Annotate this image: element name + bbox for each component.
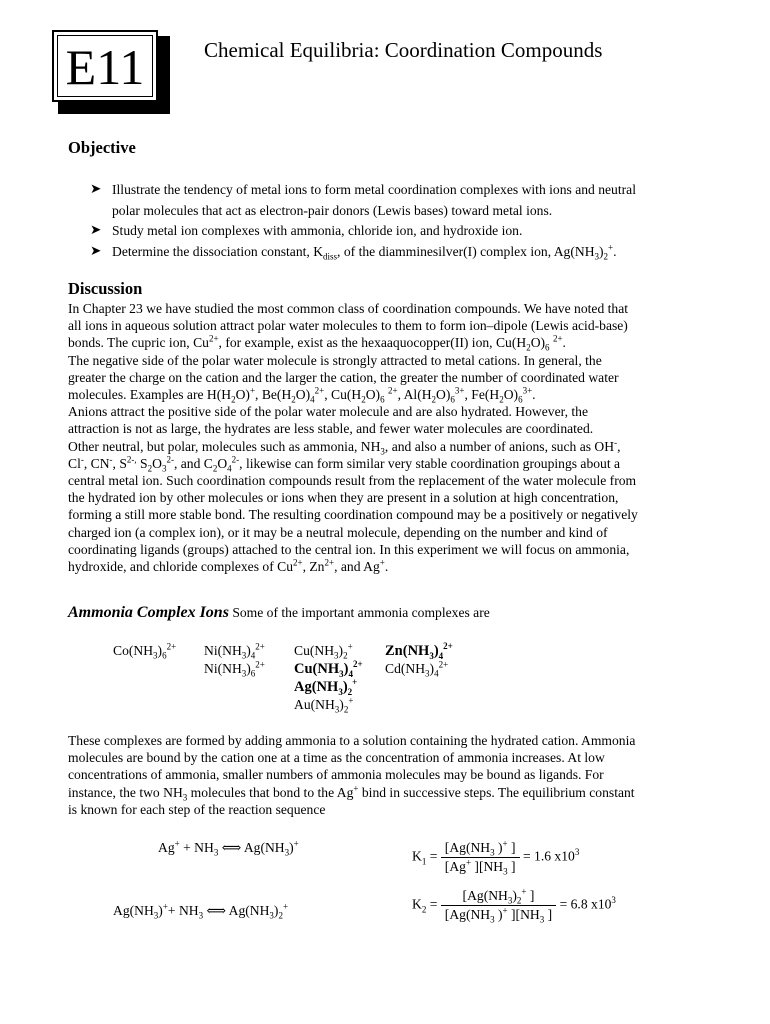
ammonia-heading: Ammonia Complex Ions <box>68 604 229 621</box>
complex-co: $Co(NH_3)_6^{2+}$ <box>113 641 177 661</box>
objective-bullet-1-cont: polar molecules that act as electron-pair donors (Lewis bases) toward metal ions. <box>112 203 553 218</box>
k2-expression: $K_2$ = $\frac{[Ag(NH_3)_2^+ ]}{[Ag(NH_3 )^+ ][NH_3 ]}$ = 6.8 $x10^3$ <box>412 886 616 925</box>
k1-exponent: 3 <box>574 847 580 858</box>
bullet-arrow-icon: ➤ <box>90 243 102 258</box>
complex-ni-4: $Ni(NH_3)_4^{2+}$ <box>204 641 265 661</box>
bullet-arrow-icon: ➤ <box>90 222 102 237</box>
discussion-body: In Chapter 23 we have studied the most common class of coordination compounds. We have noted that all ions in aqueous solution attract polar water molecules to them to form ion–dipole (Lewis acid-base) bonds. The cupric ion, $Cu^{2+}$, for example, exist as the hexaaquocopper(II) ion, $Cu(H_2O)_6$ $^{2+}$. The negative side of the polar water molecule is strongly attracted to metal cations. In general, the greater the charge on the cation and the larger the cation, the greater the number of coordinated water molecules. Examples are $H(H_2O)^+$, $Be(H_2O)_4^{2+}$, $Cu(H_2O)_6$ $^{2+}$, $Al(H_2O)_6^{3+}$, $Fe(H_2O)_6^{3+}$. Anions attract the positive side of the polar water molecule and are also hydrated. However, the attraction is not as large, the hydrates are less stable, and fewer water molecules are coordinated. Other neutral, but polar, molecules such as ammonia, $NH_3$, and also a number of anions, such as OH-, Cl-, CN-, $S^{2-,}$ $S_2O_3^{2-}$, and $C_2O_4^{2-}$, likewise can form similar very stable coordination groupings about a central metal ion. Such coordination compounds result from the replacement of the water molecule from the hydrated ion by other molecules or ions when they are present in a solution at high concentration, forming a still more stable bond. The resulting coordination compound may be a positively or negatively charged ion (a complex ion), or it may be a neutral molecule, depending on the number and kind of coordinating ligands (groups) attached to the central ion. In this experiment we will focus on ammonia, hydroxide, and chloride complexes of $Cu^{2+}$, $Zn^{2+}$, and Ag+. <box>68 301 638 575</box>
complex-cu-4: $Cu(NH_3)_4^{2+}$ <box>294 659 363 679</box>
objective-bullet-3: Determine the dissociation constant, $K_{diss}$, of the diamminesilver(I) complex ion, $Ag(NH_3)_2^+$. <box>112 242 617 262</box>
discussion-heading: Discussion <box>68 279 143 298</box>
chapter-badge <box>52 30 158 102</box>
ammonia-heading-row <box>68 604 490 622</box>
complex-ag-2: $Ag(NH_3)_2^+$ <box>294 677 358 697</box>
reaction-1: $Ag^+ + NH_3$ ⟺ $Ag(NH_3)^+$ <box>158 838 299 858</box>
complex-cu-2: $Cu(NH_3)_2^+$ <box>294 641 353 661</box>
complex-au-2: $Au(NH_3)_2^+$ <box>294 695 354 715</box>
objective-heading: Objective <box>68 138 136 157</box>
ammonia-paragraph: These complexes are formed by adding ammonia to a solution containing the hydrated cation. Ammonia molecules are bound by the cation one at a time as the concentration of ammonia increases. At low concentrations of ammonia, smaller numbers of ammonia molecules may be bound as ligands. For instance, the two $NH_3$ molecules that bond to the Ag+ bind in successive steps. The equilibrium constant is known for each step of the reaction sequence <box>68 733 636 817</box>
k2-value: = 6.8 x10 <box>559 896 612 912</box>
k2-exponent: 3 <box>611 895 616 906</box>
bullet-arrow-icon: ➤ <box>90 181 102 196</box>
badge-label: E11 <box>57 35 153 97</box>
objective-bullet-2: Study metal ion complexes with ammonia, chloride ion, and hydroxide ion. <box>112 223 523 238</box>
page-title: Chemical Equilibria: Coordination Compounds <box>204 38 603 62</box>
k1-value: = 1.6 x10 <box>522 848 575 864</box>
complex-ni-6: $Ni(NH_3)_6^{2+}$ <box>204 659 265 679</box>
complex-cd-4: $Cd(NH_3)_4^{2+}$ <box>385 659 449 679</box>
reaction-2: $Ag(NH_3)^++ NH_3$ ⟺ $Ag(NH_3)_2^+$ <box>113 901 289 921</box>
complex-zn-4: $Zn(NH_3)_4^{2+}$ <box>385 641 453 661</box>
k1-expression: $K_1$ = $\frac{[Ag(NH_3 )^+ ]}{[Ag^+ ][NH_3 ]}$ = 1.6 $x10^3$ <box>412 838 580 877</box>
objective-bullet-1: Illustrate the tendency of metal ions to form metal coordination complexes with ions and neutral <box>112 182 636 197</box>
ammonia-intro: Some of the important ammonia complexes are <box>228 605 490 620</box>
